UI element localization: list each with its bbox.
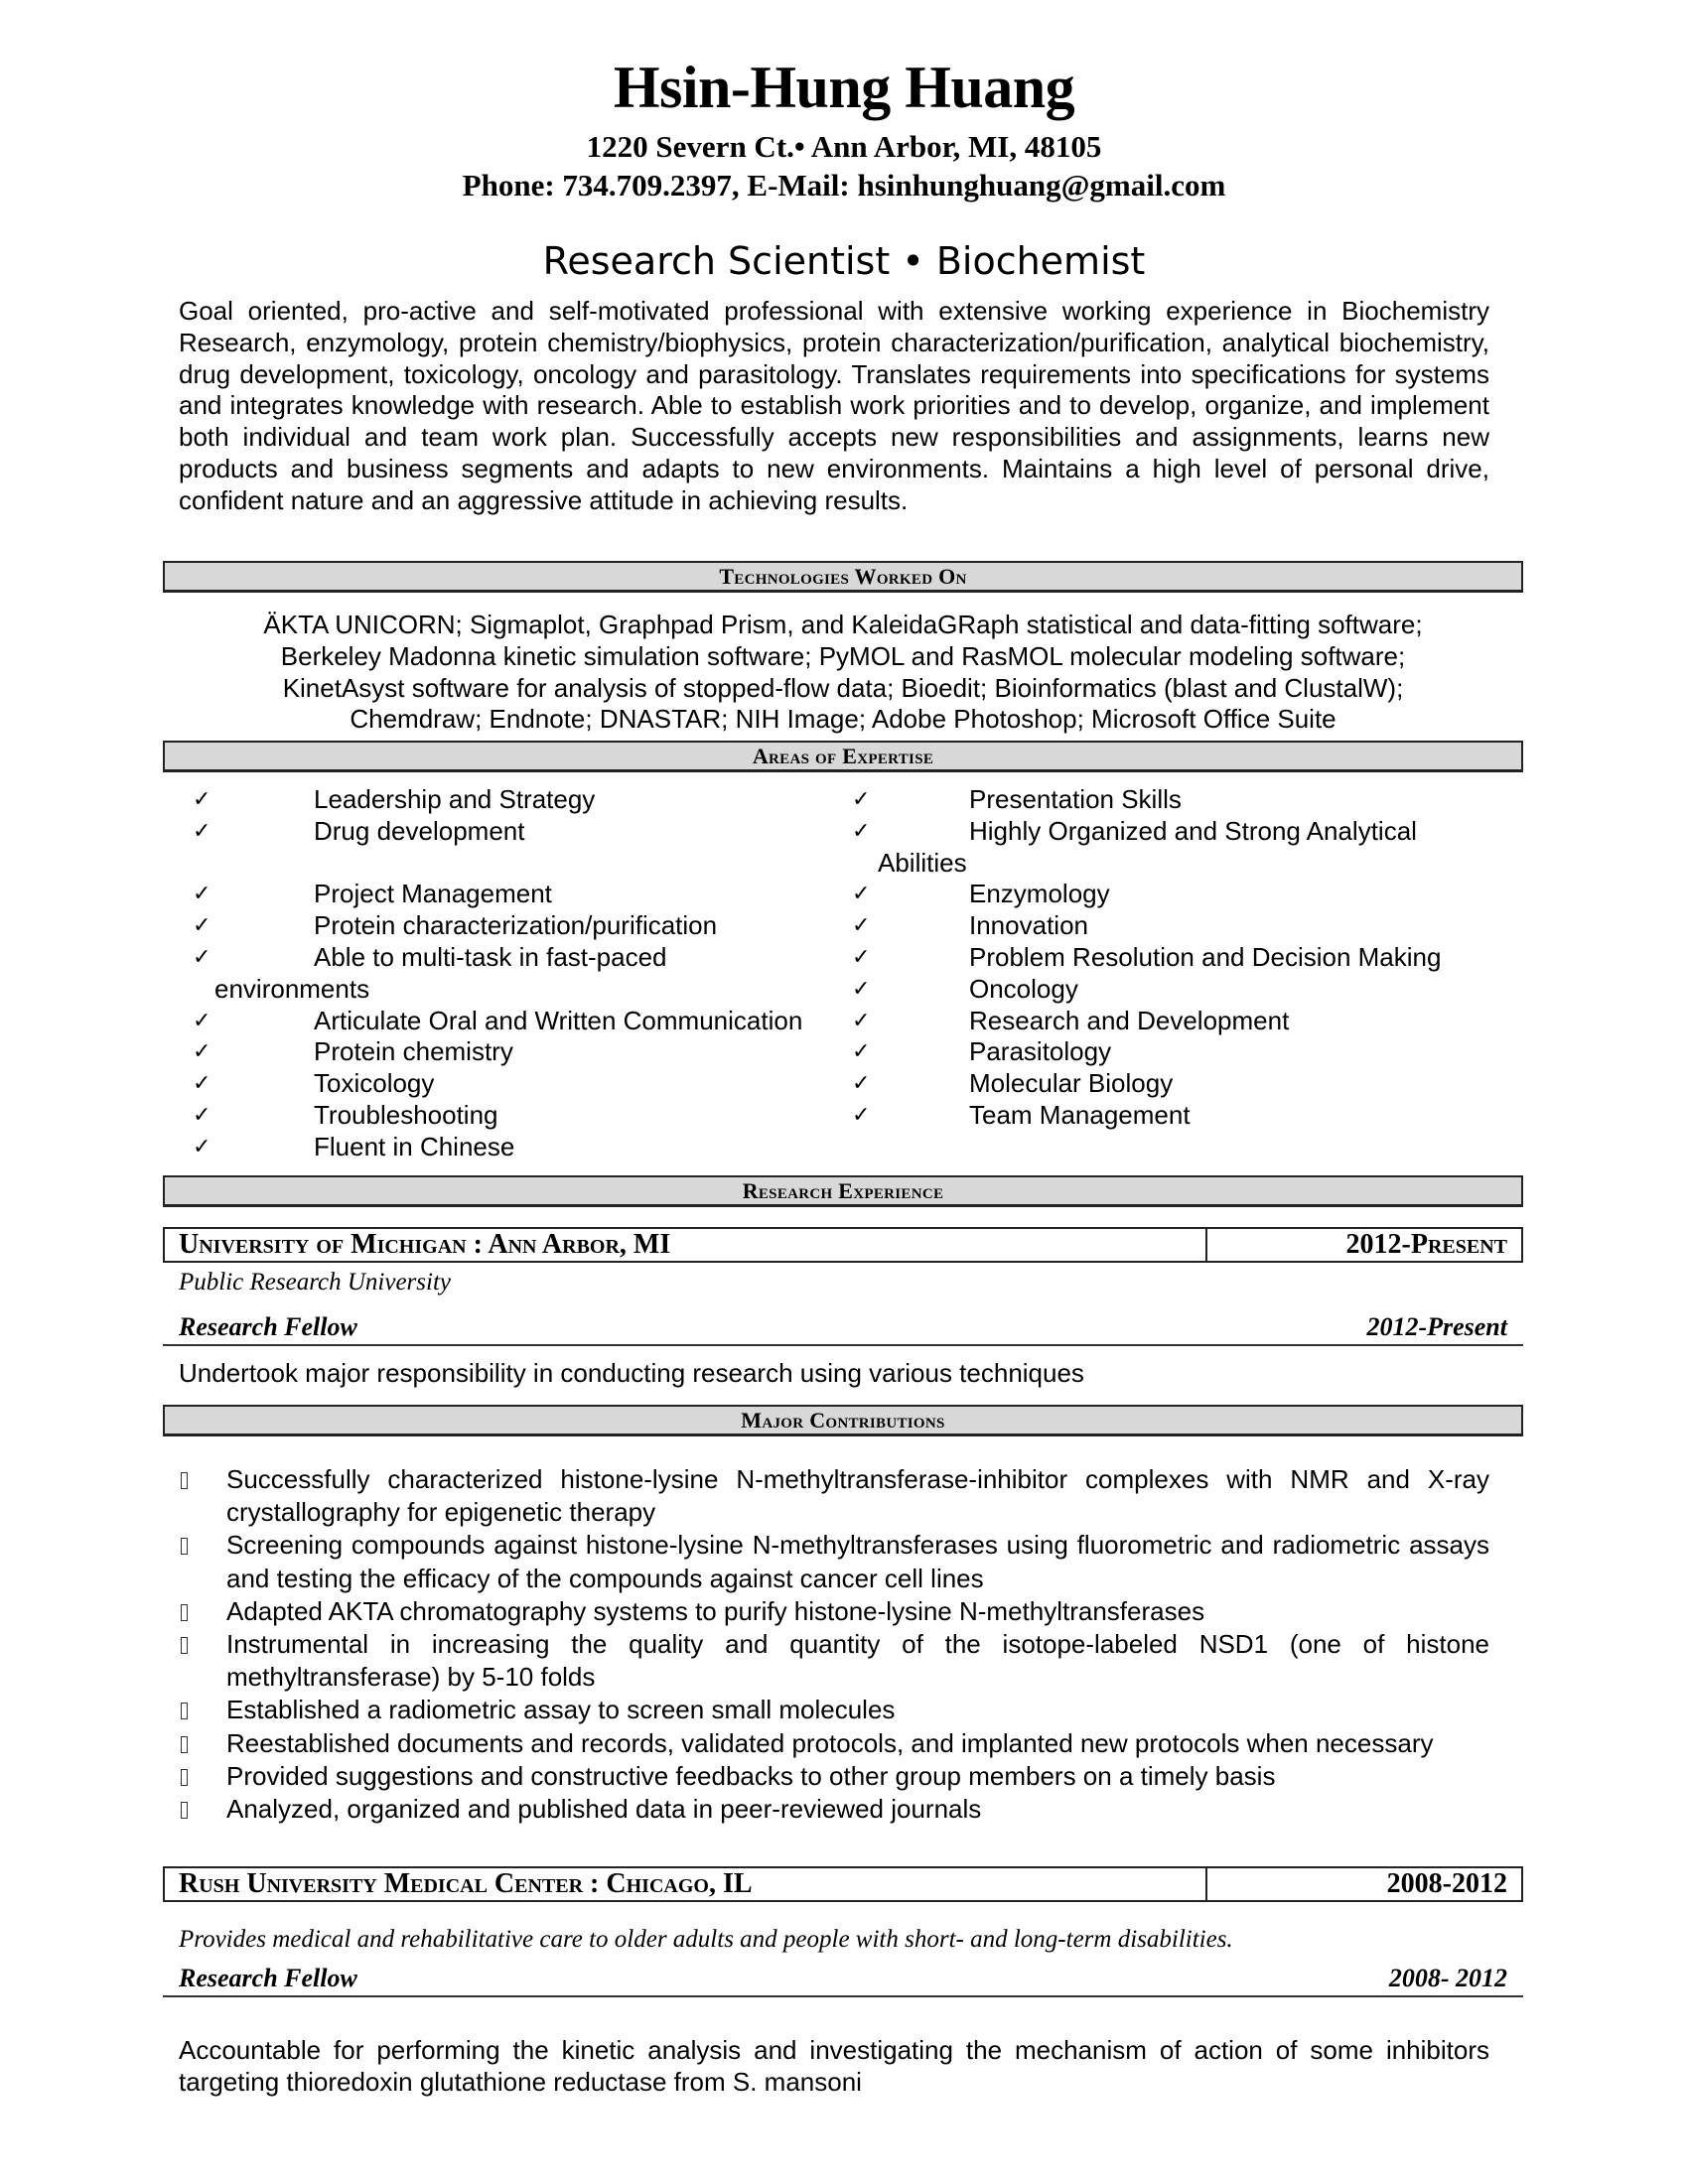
bullet-icon (181, 1472, 188, 1489)
bullet-icon (181, 1802, 188, 1819)
contribution-item: Reestablished documents and records, validated protocols, and implanted new protocols when necessary (179, 1727, 1489, 1760)
technologies-list (163, 610, 1523, 736)
expertise-item: ✓ Fluent in Chinese (193, 1131, 515, 1161)
expertise-item: ✓ Troubleshooting (193, 1099, 498, 1130)
role-title: Research Fellow (179, 1312, 357, 1341)
address: 1220 Severn Ct.• Ann Arbor, MI, 48105 (586, 129, 1102, 164)
role-row (163, 1310, 1523, 1346)
expertise-item: ✓ Protein characterization/purification (193, 910, 718, 941)
check-icon: ✓ (852, 1102, 871, 1128)
check-icon: ✓ (852, 882, 871, 907)
employer-name: Rush University Medical Center : Chicago, IL (165, 1868, 1207, 1900)
expertise-item: ✓ Team Management (852, 1099, 1191, 1130)
employer-dates: 2008-2012 (1386, 1868, 1507, 1899)
employer-row (163, 1227, 1523, 1263)
expertise-item: ✓ Innovation (852, 910, 1088, 941)
expertise-item: ✓ Enzymology (852, 879, 1110, 909)
role-dates: 2008- 2012 (1388, 1964, 1507, 1992)
check-icon: ✓ (852, 818, 871, 844)
check-icon: ✓ (193, 1071, 211, 1097)
check-icon: ✓ (193, 944, 211, 970)
check-icon: ✓ (852, 1008, 871, 1033)
role-dates: 2012-Present (1366, 1312, 1507, 1341)
summary-paragraph: Goal oriented, pro-active and self-motivated professional with extensive working experience in Biochemistry Research, enzymology, protein chemistry/biophysics, protein characterization/purification, analytical biochemistry, drug development, toxicology, oncology and parasitology. Translates requirements into specifications for systems and integrates knowledge with research. Able to establish work priorities and to develop, organize, and implement both individual and team work plan. Successfully accepts new responsibilities and assignments, learns new products and business segments and adapts to new environments. Maintains a high level of personal drive, confident nature and an aggressive attitude in achieving results. (179, 296, 1489, 515)
check-icon: ✓ (193, 787, 211, 812)
bullet-icon (181, 1769, 188, 1786)
check-icon: ✓ (193, 913, 211, 939)
tech-line: Berkeley Madonna kinetic simulation software; PyMOL and RasMOL molecular modeling software; (280, 640, 1406, 671)
check-icon: ✓ (193, 818, 211, 844)
check-icon: ✓ (193, 1134, 211, 1160)
contribution-item: Analyzed, organized and published data in peer-reviewed journals (179, 1793, 1489, 1826)
spacer (193, 848, 828, 880)
role-title: Research Fellow (179, 1964, 357, 1992)
role-row (163, 1962, 1523, 1997)
contribution-item: Established a radiometric assay to screen small molecules (179, 1694, 1489, 1726)
bullet-icon (181, 1736, 188, 1753)
section-header-major-contributions: Major Contributions (163, 1405, 1523, 1436)
employer-description: Public Research University (179, 1269, 451, 1296)
contribution-item: Screening compounds against histone-lysine N-methyltransferases using fluorometric and radiometric assays and testing the efficacy of the compounds against cancer cell lines (179, 1529, 1489, 1594)
expertise-item: ✓ Articulate Oral and Written Communication (193, 1005, 803, 1035)
check-icon: ✓ (193, 1102, 211, 1128)
bullet-icon (181, 1703, 188, 1719)
check-icon: ✓ (193, 1039, 211, 1065)
expertise-column-left (193, 784, 828, 1163)
employer-row (163, 1866, 1523, 1902)
expertise-item: ✓ Highly Organized and Strong Analytical Abilities (852, 815, 1417, 878)
expertise-column-right (852, 784, 1527, 1132)
contribution-item: Adapted AKTA chromatography systems to purify histone-lysine N-methyltransferases (179, 1595, 1489, 1628)
role-summary: Undertook major responsibility in conducting research using various techniques (179, 1358, 1084, 1388)
section-header-technologies: Technologies Worked On (163, 561, 1523, 593)
expertise-item: ✓ Project Management (193, 879, 552, 909)
expertise-item: ✓ Problem Resolution and Decision Making (852, 941, 1442, 972)
tech-line: Chemdraw; Endnote; DNASTAR; NIH Image; Adobe Photoshop; Microsoft Office Suite (350, 704, 1336, 735)
check-icon: ✓ (852, 1039, 871, 1065)
bullet-icon (181, 1637, 188, 1654)
section-header-research-experience: Research Experience (163, 1175, 1523, 1207)
expertise-item: ✓ Oncology (852, 973, 1078, 1004)
expertise-item: ✓ Presentation Skills (852, 784, 1182, 814)
contact-info: Phone: 734.709.2397, E-Mail: hsinhunghuang@gmail.com (462, 168, 1226, 203)
contribution-item: Provided suggestions and constructive feedbacks to other group members on a timely basis (179, 1760, 1489, 1793)
check-icon: ✓ (852, 976, 871, 1002)
section-header-expertise: Areas of Expertise (163, 741, 1523, 772)
contributions-list (179, 1463, 1489, 1826)
expertise-item: ✓ Parasitology (852, 1036, 1112, 1067)
expertise-item: ✓ Research and Development (852, 1005, 1290, 1035)
check-icon: ✓ (852, 913, 871, 939)
role-summary: Accountable for performing the kinetic analysis and investigating the mechanism of action of some inhibitors targeting thioredoxin glutathione reductase from S. mansoni (179, 2035, 1489, 2097)
contribution-item: Instrumental in increasing the quality and quantity of the isotope-labeled NSD1 (one of histone methyltransferase) by 5-10 folds (179, 1628, 1489, 1694)
expertise-item: ✓ Drug development (193, 815, 525, 846)
check-icon: ✓ (852, 1071, 871, 1097)
employer-description: Provides medical and rehabilitative care to older adults and people with short- and long-term disabilities. (179, 1926, 1233, 1953)
tech-line: KinetAsyst software for analysis of stopped-flow data; Bioedit; Bioinformatics (blast and ClustalW); (282, 672, 1404, 703)
expertise-item: ✓ Molecular Biology (852, 1068, 1174, 1099)
bullet-icon (181, 1538, 188, 1555)
check-icon: ✓ (852, 787, 871, 812)
expertise-item: ✓ Able to multi-task in fast-paced environments (193, 941, 667, 1004)
expertise-item: ✓ Protein chemistry (193, 1036, 513, 1067)
check-icon: ✓ (852, 944, 871, 970)
expertise-item: ✓ Leadership and Strategy (193, 784, 596, 814)
headline: Research Scientist • Biochemist (542, 239, 1146, 283)
bullet-icon (181, 1604, 188, 1621)
candidate-name: Hsin-Hung Huang (613, 55, 1075, 120)
employer-dates: 2012-Present (1345, 1229, 1507, 1260)
employer-name: University of Michigan : Ann Arbor, MI (165, 1229, 1207, 1261)
contribution-item: Successfully characterized histone-lysine N-methyltransferase-inhibitor complexes with NMR and X-ray crystallography for epigenetic therapy (179, 1463, 1489, 1529)
expertise-item: ✓ Toxicology (193, 1068, 435, 1099)
check-icon: ✓ (193, 1008, 211, 1033)
check-icon: ✓ (193, 882, 211, 907)
tech-line: ÄKTA UNICORN; Sigmaplot, Graphpad Prism, and KaleidaGRaph statistical and data-fitting software; (263, 610, 1423, 639)
